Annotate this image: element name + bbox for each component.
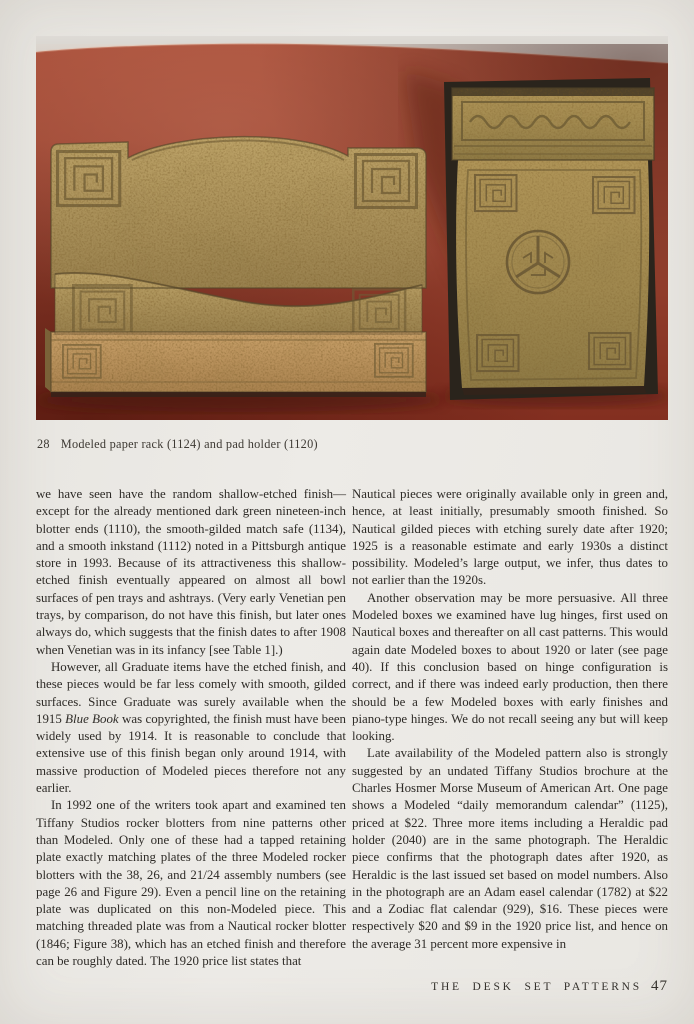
pad-holder-illustration	[444, 78, 658, 400]
page-number: 47	[651, 978, 668, 994]
paragraph: Another observation may be more persuasive. All three Modeled boxes we examined have lug hinges, first used on Nautical boxes and thereafter on all cast patterns. This would again date Modeled boxes to about 1920 or later (see page 40). If this conclusion based on hinge configuration is correct, and if there was indeed early production, then there should be a few Modeled boxes with early finishes and piano-type hinges. We do not recall seeing any but will keep looking.	[352, 590, 668, 744]
running-footer	[431, 977, 668, 995]
paragraph: In 1992 one of the writers took apart and examined ten Tiffany Studios rocker blotters from nine patterns other than Modeled. Only one of these had a tapped retaining plate exactly matching plates of the three Modeled rocker blotters with the 38, 26, and 21/24 assembly numbers (see page 26 and Figure 29). Even a pencil line on the retaining plate was duplicated on this non-Modeled piece. This matching threaded plate was from a Nautical rocker blotter (1846; Figure 38), which has an etched finish and therefore can be roughly dated. The 1920 price list states that	[36, 798, 346, 969]
paragraph: we have seen have the random shallow-etched finish—except for the already mentioned dark green nineteen-inch blotter ends (1110), the smooth-gilded match safe (1134), and a smooth inkstand (1112) noted in a Pittsburgh antique store in 1993. Because of its attractiveness this shallow-etched finish eventually appeared on almost all bowl surfaces of pen trays and ashtrays. (Very early Venetian pen trays, by comparison, do not have this finish, but later ones always do, which suggests that the finish dates to after 1908 when Venetian was in its infancy [see Table 1].)	[36, 487, 346, 657]
paragraph: Nautical pieces were originally available only in green and, hence, at least initially, presumably smooth finished. So Nautical gilded pieces with etching surely date after 1920; 1925 is a reasonable estimate and early 1930s a distinct possibility. Modeled’s large output, we infer, thus dates to not earlier than the 1920s.	[352, 487, 668, 588]
paragraph-text: was copyrighted, the finish must have been widely used by 1914. It is reasonable to conclude that extensive use of this finish began only around 1914, with massive production of Modeled pieces therefore not any earlier.	[36, 711, 347, 796]
paragraph-text: However, all Graduate items have the etched finish, and these pieces would be far less comely with smooth, gilded surfaces. Since Graduate was surely available when the 1915	[36, 659, 346, 726]
figure-caption	[37, 437, 318, 452]
chapter-title: THE DESK SET PATTERNS	[431, 981, 642, 993]
paper-rack-illustration	[45, 126, 430, 397]
figure-photo	[36, 36, 668, 420]
desk-set-photo	[36, 36, 668, 420]
paragraph: Late availability of the Modeled pattern also is strongly suggested by an undated Tiffany Studios brochure at the Charles Hosmer Morse Museum of American Art. One page shows a Modeled “daily memorandum calendar” (1125), priced at $22. Three more items including a Heraldic pad holder (2040) are in the same photograph. The Heraldic piece confirms that the photograph dates after 1920, as Heraldic is the last issued set based on model numbers. Also in the photograph are an Adam easel calendar (1782) at $22 and a Zodiac flat calendar (929), $16. These pieces were respectively $20 and $9 in the 1920 price list, and hence on the average 31 percent more expensive in	[352, 746, 668, 951]
text-column-left	[36, 486, 346, 970]
caption-text: Modeled paper rack (1124) and pad holder (1120)	[60, 437, 318, 451]
article-text	[36, 486, 668, 970]
caption-number: 28	[37, 437, 50, 451]
text-column-right	[352, 486, 668, 970]
paragraph	[36, 659, 346, 797]
book-title-italic: Blue Book	[65, 711, 119, 726]
